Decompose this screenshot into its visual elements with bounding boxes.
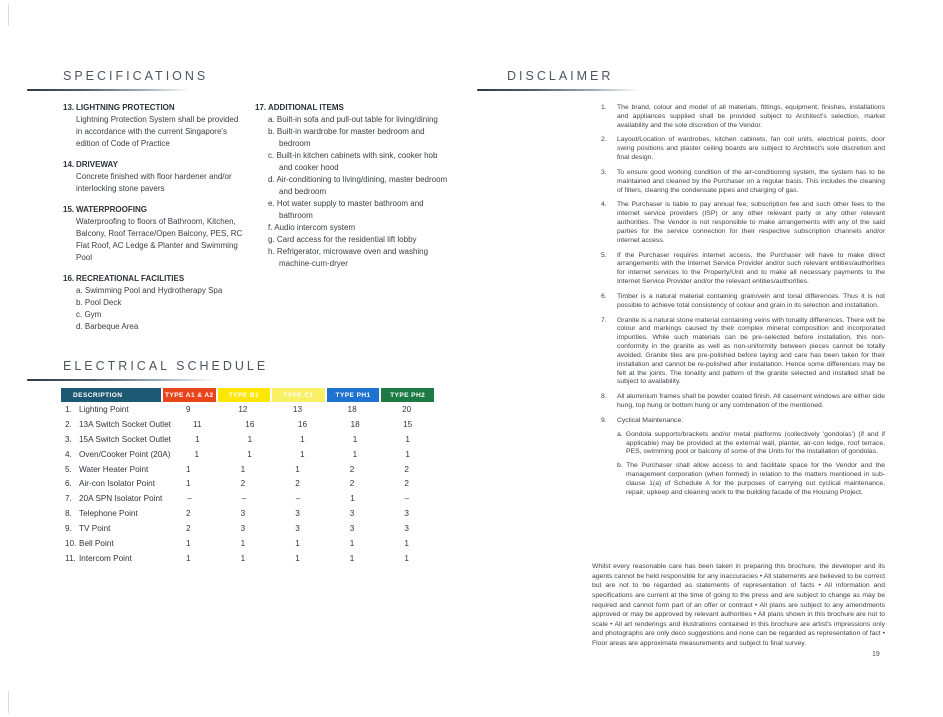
table-cell-value: 2 [349,464,355,474]
table-cell-value: 1 [295,464,300,474]
table-cell-value: 20 [402,404,412,414]
table-cell-value: 3 [240,509,246,519]
table-cell-value: 1 [404,553,409,563]
spec-item-body: Concrete finished with floor hardener and/or interlocking stone pavers [76,172,232,193]
table-header-cell: TYPE A1 & A2 [161,388,216,402]
table-row-description [61,554,161,563]
disclaimer-item [601,104,885,130]
disclaimer-sub-item: b. The Purchaser shall allow access to and facilitate space for the Vendor and the management corporation (when formed) in relation to the matters mentioned in sub-clause 1(a) of Schedule A for the purposes of carrying out cyclical maintenance, repair, upkeep and cleaning work to the building facade of the Housing Project. [617,462,885,496]
disclaimer-item-number: 2. [601,136,607,144]
table-row-label: Water Heater Point [79,464,149,474]
spec-item-heading [63,204,243,216]
spec-item [63,159,243,195]
table-cell-value: 1 [352,449,358,459]
spec-item-heading-text: LIGHTNING PROTECTION [76,103,175,112]
spec-sub-item: d. Barbeque Area [76,322,139,331]
table-cell-value: 1 [186,479,191,489]
specifications-underline [27,89,190,91]
spec-sub-item: a. Swimming Pool and Hydrotherapy Spa [76,286,223,295]
disclaimer-item-main-text: If the Purchaser requires internet access, the Purchaser will have to make direct arrangements with the Internet Service Provider and/or such relevant entities/authorities for internet services to the Property/Unit and to make all necessary payments to the Internet Service Provider and/or the relevant entities/authorities. [617,251,885,286]
spec-item-heading-text: ADDITIONAL ITEMS [268,103,344,112]
disclaimer-item-text [617,252,885,287]
table-cell-value: 1 [350,494,355,504]
table-row-number: 2. [65,419,72,429]
spec-item-number: 17. [255,103,267,112]
disclaimer-item-text [617,317,885,388]
spec-item-body: Waterproofing to floors of Bathroom, Kitchen, Balcony, Roof Terrace/Open Balcony, PES, RC Flat Roof, AC Ledge & Planter and Swimming Pool [76,217,243,262]
disclaimer-item-text [617,136,885,162]
table-row-number: 9. [65,524,72,534]
spec-sub-list [268,114,451,270]
disclaimer-item [601,201,885,245]
table-row-number: 4. [65,449,72,459]
electrical-schedule-underline [27,379,215,381]
table-row [61,551,434,566]
table-row [61,491,434,506]
spec-sub-item: d. Air-conditioning to living/dining, master bedroom and bedroom [268,175,448,196]
spec-sub-item: c. Built-in kitchen cabinets with sink, cooker hob and cooker hood [268,151,438,172]
page-number: 19 [872,651,880,658]
electrical-schedule-title: ELECTRICAL SCHEDULE [63,359,269,373]
disclaimer-item-main-text: The brand, colour and model of all materials, fittings, equipment, finishes, installations and appliances supplied shall be provided subject to Architect's selection, market availability and the sole discretion of the Vendor. [617,104,885,129]
table-row-number: 8. [65,509,72,519]
disclaimer-item-number: 6. [601,292,607,300]
table-row [61,506,434,521]
page-edge-mark-bottom [8,691,9,713]
spec-item [63,204,243,264]
disclaimer-item-main-text: All aluminium frames shall be powder coated finish. All casement windows are either side hung, top hung or bottom hung or any combination of the mentioned. [617,393,885,410]
spec-sub-item: b. Pool Deck [76,298,122,307]
spec-item-heading-text: RECREATIONAL FACILITIES [76,274,185,283]
table-row [61,536,434,551]
table-row [61,402,434,417]
table-cell-value: 9 [186,404,191,414]
table-cell-value: 3 [295,524,300,534]
disclaimer-item-number: 7. [601,316,607,324]
table-cell-value: 13 [292,404,303,414]
spec-item [255,102,451,270]
table-cell-value: – [241,494,247,504]
disclaimer-item [601,393,885,411]
table-row-number: 1. [65,404,72,414]
disclaimer-item-text [617,169,885,195]
disclaimer-item-main-text: Layout/Location of wardrobes, kitchen cabinets, fan coil units, electrical points, door swing positions and plaster ceiling boards are subject to Architect's sole discretion and final design. [617,136,885,162]
spec-sub-item: a. Built-in sofa and pull-out table for living/dining [268,115,438,124]
table-row-number: 6. [65,479,72,489]
table-row-description [61,435,171,444]
table-row-number: 11. [65,553,76,563]
table-cell-value: 3 [404,509,409,519]
table-row [61,447,434,462]
table-cell-value: 3 [240,524,246,534]
disclaimer-item-number: 1. [601,104,607,111]
table-header-cell: TYPE PH1 [325,388,380,402]
disclaimer-item-number: 8. [601,393,607,401]
table-cell-value: 18 [350,419,360,429]
disclaimer-underline [477,89,640,91]
spec-sub-item: b. Built-in wardrobe for master bedroom and bedroom [268,127,425,148]
table-cell-value: 1 [240,464,246,474]
table-cell-value: 1 [240,553,246,563]
specifications-column-1 [63,102,243,342]
spec-item-heading-text: WATERPROOFING [76,205,147,214]
table-cell-value: 1 [240,538,246,548]
table-cell-value: 1 [186,538,191,548]
table-cell-value: – [295,494,301,504]
spec-sub-item: f. Audio intercom system [268,223,356,232]
table-cell-value: 2 [295,479,300,489]
table-row [61,476,434,491]
page-edge-mark-top [8,4,9,26]
table-header-cell: TYPE PH2 [379,388,434,402]
disclaimer-item [601,293,885,311]
table-cell-value: 3 [349,524,355,534]
table-cell-value: 2 [240,479,246,489]
table-row-description [61,465,161,474]
disclaimer-item-main-text: Timber is a natural material containing grain/vein and tonal differences. Thus it is not possible to achieve total consistency of colour and grain in its selection and installation. [617,292,885,309]
disclaimer-item-text [617,201,885,245]
table-cell-value: 1 [247,449,252,459]
table-cell-value: 2 [186,509,191,519]
table-header-cell: TYPE B1 [216,388,271,402]
spec-item-heading-text: DRIVEWAY [76,160,118,169]
spec-item-number: 14. [63,160,75,169]
table-row-label: Oven/Cooker Point (20A) [79,449,171,459]
spec-item-heading [63,159,243,171]
table-row-description [61,509,161,518]
spec-sub-item: h. Refrigerator, microwave oven and washing machine-cum-dryer [268,247,429,268]
disclaimer-item-main-text: The Purchaser is liable to pay annual fee, subscription fee and such other fees to the internet service providers (ISP) or any other relevant party or any other relevant authorities. The Vendor is not responsible to make arrangements with any of the said parties for the service connection for their respective subscription channels and/or internet access. [617,201,885,244]
table-cell-value: 1 [352,434,358,444]
table-row-label: Telephone Point [79,509,138,519]
table-cell-value: 1 [405,434,410,444]
table-row-label: 13A Switch Socket Outlet [79,419,171,429]
table-cell-value: 3 [404,524,409,534]
spec-item-number: 16. [63,274,75,283]
disclaimer-sub-item: a. Gondola supports/brackets and/or metal platforms (collectively 'gondolas') (if and if applicable) may be provided at the external wall, planter, air-con ledge, roof terrace, PES, swimming pool or balcony of some of the Units for the installation of gondolas. [617,430,885,456]
table-row-number: 3. [65,434,72,444]
spec-item [63,102,243,150]
spec-item-number: 15. [63,205,75,214]
table-header-cell: TYPE C1 [270,388,325,402]
spec-item-heading [255,102,451,114]
table-cell-value: 11 [192,419,202,429]
disclaimer-item-number: 9. [601,416,607,424]
table-cell-value: 18 [347,404,357,414]
disclaimer-item-number: 4. [601,201,607,209]
specifications-column-2 [255,102,451,279]
table-row-description [61,405,161,414]
disclaimer-item-text [617,293,885,311]
table-row-number: 7. [65,494,72,504]
table-row-label: Intercom Point [79,553,132,563]
disclaimer-item [601,169,885,195]
table-row-description [61,420,171,429]
table-row-label: Bell Point [79,538,114,548]
table-cell-value: – [404,494,410,504]
spec-sub-list [76,285,243,333]
table-row-description [61,479,161,488]
table-cell-value: 1 [300,434,305,444]
disclaimer-title: DISCLAIMER [507,69,614,83]
table-header-cell: DESCRIPTION [61,388,161,402]
disclaimer-item [601,417,885,498]
spec-sub-item: c. Gym [76,310,102,319]
spec-item [63,273,243,333]
table-header-row [61,388,434,402]
table-cell-value: 3 [349,509,355,519]
disclaimer-item-text [617,417,885,498]
disclaimer-item-main-text: Cyclical Maintenance: [617,416,684,424]
disclaimer-item-number: 3. [601,168,607,176]
table-row-label: TV Point [79,524,111,534]
disclaimer-item-main-text: To ensure good working condition of the air-conditioning system, the system has to be maintained and cleaned by the Purchaser on a regular basis. This includes the cleaning of filters, clearing the condensate pipes and charging of gas. [617,168,885,194]
table-row [61,417,434,432]
disclaimer-item [601,136,885,162]
table-cell-value: 1 [405,449,410,459]
table-cell-value: 1 [295,538,300,548]
table-cell-value: 1 [186,464,191,474]
table-cell-value: 1 [194,449,200,459]
table-cell-value: 1 [349,553,355,563]
disclaimer-footer: Whilst every reasonable care has been taken in preparing this brochure, the developer and its agents cannot be held responsible for any inaccuracies • All statements are believed to be correct but are not to be regarded as statements of representation of facts • All information and specifications are current at the time of going to the press and are subject to change as may be required and cannot form part of an offer or contract • All plans are subject to any amendments approved or may be approved by relevant authorities • All plans shown in this brochure are not to scale • All art renderings and illustrations contained in this brochure are artist's impressions only and photographs are only deco suggestions and none can be regarded as representation of fact • Floor areas are approximate measurements and subject to final survey. [592,563,885,648]
table-row-label: 20A SPN Isolator Point [79,494,163,504]
table-cell-value: 16 [297,419,308,429]
table-cell-value: 1 [247,434,253,444]
table-cell-value: 2 [186,524,191,534]
table-cell-value: 1 [194,434,200,444]
spec-sub-item: e. Hot water supply to master bathroom and bathroom [268,199,424,220]
spec-sub-item: g. Card access for the residential lift lobby [268,235,417,244]
table-row [61,521,434,536]
disclaimer-item-main-text: Granite is a natural stone material containing veins with tonality differences. There will be colour and markings caused by their complex mineral composition and incorporated impurities. While such materials can be pre-selected before installation, this non-conformity in the granite as well as non-uniformity between pieces cannot be totally avoided. Granite tiles are pre-polished before laying and care has been taken for their installation and cannot be re-polished after installation. Hence some differences may be felt at the joints. The tonality and pattern of the granite selected and installed shall be subject to availability. [617,316,885,386]
spec-item-heading [63,273,243,285]
spec-item-number: 13. [63,103,75,112]
table-cell-value: 1 [349,538,355,548]
table-row-description [61,539,161,548]
spec-item-body: Lightning Protection System shall be provided in accordance with the current Singapore's edition of Code of Practice [76,115,239,148]
table-row-label: Lighting Point [79,404,129,414]
table-cell-value: 2 [349,479,355,489]
table-row-description [61,450,170,459]
table-row-number: 10. [65,538,77,548]
disclaimer-item-number: 5. [601,251,607,259]
disclaimer-item-text [617,393,885,411]
table-cell-value: 3 [295,509,300,519]
table-cell-value: 1 [299,449,305,459]
table-cell-value: 2 [404,464,409,474]
electrical-schedule-table [61,388,434,566]
disclaimer-item-text [617,104,885,130]
table-cell-value: 16 [245,419,255,429]
table-row-description [61,524,161,533]
table-cell-value: 1 [186,553,191,563]
spec-item-heading [63,102,243,114]
table-row-description [61,494,162,503]
table-row-number: 5. [65,464,72,474]
specifications-title: SPECIFICATIONS [63,69,209,83]
table-row [61,462,434,477]
table-cell-value: 1 [295,553,300,563]
table-cell-value: 1 [404,538,409,548]
table-row-label: Air-con Isolator Point [79,479,155,489]
table-row [61,432,434,447]
disclaimer-item [601,317,885,388]
disclaimer-item [601,252,885,287]
table-cell-value: 2 [404,479,409,489]
table-row-label: 15A Switch Socket Outlet [79,434,171,444]
table-cell-value: 15 [403,419,413,429]
table-cell-value: 12 [238,404,248,414]
table-cell-value: – [187,494,192,504]
disclaimer-list [601,104,885,503]
